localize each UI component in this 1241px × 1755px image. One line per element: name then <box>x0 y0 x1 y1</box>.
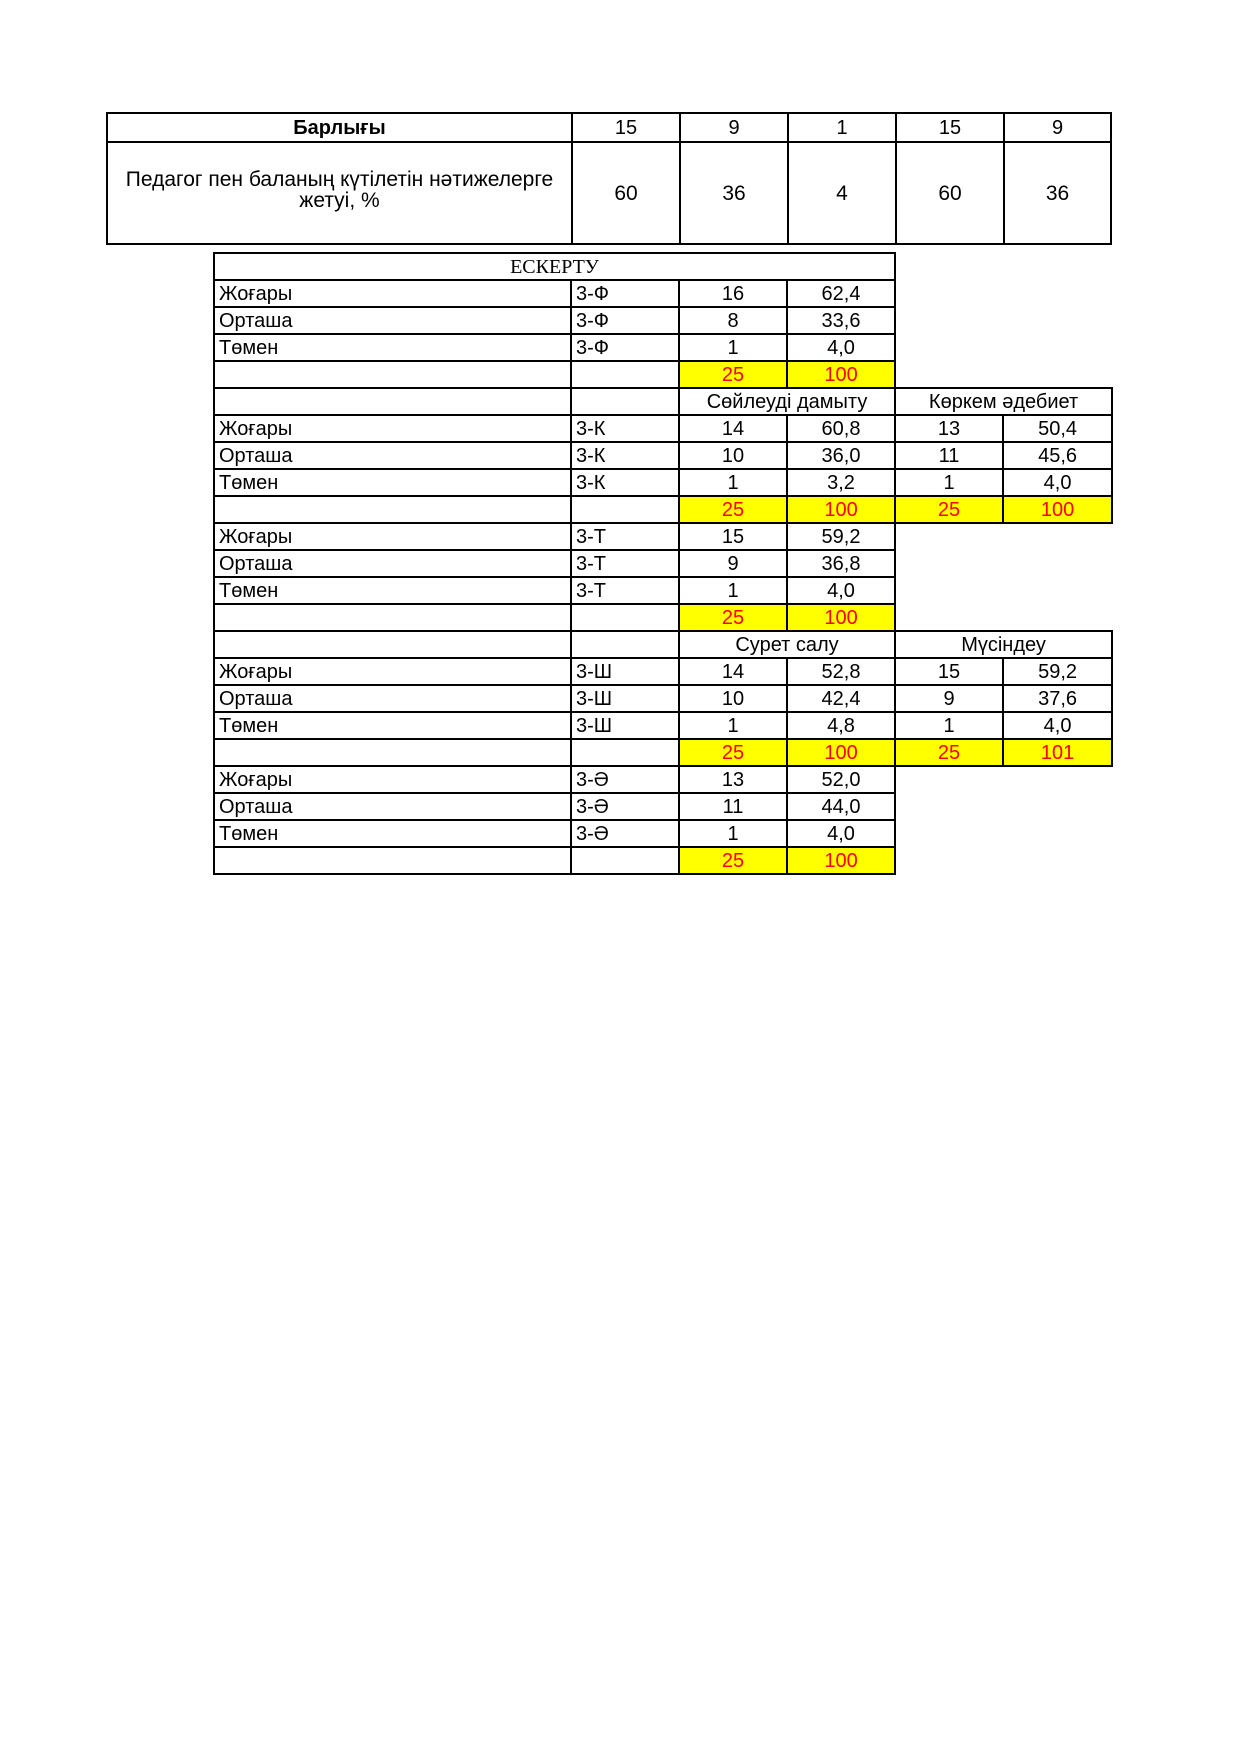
count-cell: 11 <box>895 442 1003 469</box>
count-cell: 13 <box>679 766 787 793</box>
count-cell: 13 <box>895 415 1003 442</box>
total-percent-cell: 100 <box>787 604 895 631</box>
percent-value: 36 <box>1004 142 1111 244</box>
note-table <box>213 252 1113 875</box>
percent-cell: 3,2 <box>787 469 895 496</box>
count-cell: 8 <box>679 307 787 334</box>
table-row <box>214 442 1112 469</box>
table-row <box>214 577 1112 604</box>
level-label: Төмен <box>214 334 571 361</box>
total-count-cell: 25 <box>679 847 787 874</box>
percent-cell: 4,0 <box>787 334 895 361</box>
total-value: 9 <box>1004 113 1111 142</box>
table-row <box>214 334 1112 361</box>
count-cell: 1 <box>679 334 787 361</box>
total-percent-cell: 100 <box>787 496 895 523</box>
table-row <box>214 793 1112 820</box>
percent-label: Педагог пен баланың күтілетін нәтижелерге жетуі, % <box>107 142 572 244</box>
class-label: 3-К <box>571 415 679 442</box>
class-label: 3-Ф <box>571 307 679 334</box>
class-label: 3-Т <box>571 523 679 550</box>
total-value: 15 <box>572 113 680 142</box>
count-cell: 1 <box>679 469 787 496</box>
level-label: Орташа <box>214 685 571 712</box>
total-count-cell: 25 <box>679 739 787 766</box>
percent-cell: 4,0 <box>1003 469 1112 496</box>
level-label: Жоғары <box>214 658 571 685</box>
total-value: 15 <box>896 113 1004 142</box>
summary-table <box>106 112 1112 245</box>
percent-cell: 44,0 <box>787 793 895 820</box>
percent-value: 36 <box>680 142 788 244</box>
table-row <box>214 523 1112 550</box>
level-label: Жоғары <box>214 523 571 550</box>
table-row <box>214 307 1112 334</box>
percent-value: 60 <box>896 142 1004 244</box>
class-label: 3-Ә <box>571 793 679 820</box>
percent-cell: 50,4 <box>1003 415 1112 442</box>
subject-header: Көркем әдебиет <box>895 388 1112 415</box>
count-cell: 14 <box>679 415 787 442</box>
percent-cell: 37,6 <box>1003 685 1112 712</box>
total-percent-cell: 100 <box>787 847 895 874</box>
table-row <box>214 712 1112 739</box>
level-label: Орташа <box>214 550 571 577</box>
table-row <box>214 280 1112 307</box>
level-label: Төмен <box>214 712 571 739</box>
total-percent-cell: 100 <box>1003 496 1112 523</box>
total-row <box>214 361 1112 388</box>
count-cell: 16 <box>679 280 787 307</box>
level-label: Жоғары <box>214 415 571 442</box>
class-label: 3-Т <box>571 550 679 577</box>
count-cell: 1 <box>895 469 1003 496</box>
class-label: 3-Ф <box>571 334 679 361</box>
total-count-cell: 25 <box>679 604 787 631</box>
count-cell: 15 <box>895 658 1003 685</box>
count-cell: 1 <box>895 712 1003 739</box>
percent-cell: 62,4 <box>787 280 895 307</box>
percent-cell: 59,2 <box>787 523 895 550</box>
percent-cell: 42,4 <box>787 685 895 712</box>
class-label: 3-Ә <box>571 766 679 793</box>
total-count-cell: 25 <box>895 496 1003 523</box>
total-row <box>107 113 1111 142</box>
table-row <box>214 550 1112 577</box>
count-cell: 11 <box>679 793 787 820</box>
count-cell: 1 <box>679 577 787 604</box>
subject-header: Сөйлеуді дамыту <box>679 388 895 415</box>
subject-header: Мүсіндеу <box>895 631 1112 658</box>
class-label: 3-К <box>571 469 679 496</box>
class-label: 3-Т <box>571 577 679 604</box>
percent-cell: 4,0 <box>1003 712 1112 739</box>
percent-value: 60 <box>572 142 680 244</box>
percent-value: 4 <box>788 142 896 244</box>
percent-cell: 52,0 <box>787 766 895 793</box>
level-label: Орташа <box>214 442 571 469</box>
percent-cell: 59,2 <box>1003 658 1112 685</box>
class-label: 3-Ф <box>571 280 679 307</box>
level-label: Жоғары <box>214 280 571 307</box>
table-row <box>214 415 1112 442</box>
total-value: 1 <box>788 113 896 142</box>
count-cell: 9 <box>679 550 787 577</box>
percent-cell: 36,8 <box>787 550 895 577</box>
table-row <box>214 685 1112 712</box>
note-title: ЕСКЕРТУ <box>214 253 895 280</box>
total-row <box>214 739 1112 766</box>
class-label: 3-Ш <box>571 712 679 739</box>
class-label: 3-К <box>571 442 679 469</box>
total-label: Барлығы <box>107 113 572 142</box>
percent-cell: 60,8 <box>787 415 895 442</box>
total-percent-cell: 101 <box>1003 739 1112 766</box>
percent-cell: 4,0 <box>787 577 895 604</box>
count-cell: 1 <box>679 712 787 739</box>
subject-header-row <box>214 631 1112 658</box>
level-label: Төмен <box>214 577 571 604</box>
class-label: 3-Ш <box>571 685 679 712</box>
count-cell: 15 <box>679 523 787 550</box>
level-label: Төмен <box>214 469 571 496</box>
level-label: Жоғары <box>214 766 571 793</box>
total-count-cell: 25 <box>679 496 787 523</box>
total-count-cell: 25 <box>895 739 1003 766</box>
subject-header-row <box>214 388 1112 415</box>
count-cell: 14 <box>679 658 787 685</box>
percent-cell: 45,6 <box>1003 442 1112 469</box>
total-percent-cell: 100 <box>787 361 895 388</box>
percent-row <box>107 142 1111 244</box>
total-percent-cell: 100 <box>787 739 895 766</box>
class-label: 3-Ә <box>571 820 679 847</box>
total-count-cell: 25 <box>679 361 787 388</box>
total-row <box>214 496 1112 523</box>
level-label: Төмен <box>214 820 571 847</box>
count-cell: 10 <box>679 685 787 712</box>
percent-cell: 33,6 <box>787 307 895 334</box>
table-row <box>214 469 1112 496</box>
percent-cell: 4,8 <box>787 712 895 739</box>
count-cell: 1 <box>679 820 787 847</box>
total-row <box>214 847 1112 874</box>
subject-header: Сурет салу <box>679 631 895 658</box>
total-value: 9 <box>680 113 788 142</box>
class-label: 3-Ш <box>571 658 679 685</box>
percent-cell: 52,8 <box>787 658 895 685</box>
level-label: Орташа <box>214 793 571 820</box>
level-label: Орташа <box>214 307 571 334</box>
table-row <box>214 658 1112 685</box>
table-row <box>214 820 1112 847</box>
count-cell: 10 <box>679 442 787 469</box>
table-row <box>214 766 1112 793</box>
note-title-row <box>214 253 1112 280</box>
count-cell: 9 <box>895 685 1003 712</box>
total-row <box>214 604 1112 631</box>
percent-cell: 36,0 <box>787 442 895 469</box>
percent-cell: 4,0 <box>787 820 895 847</box>
